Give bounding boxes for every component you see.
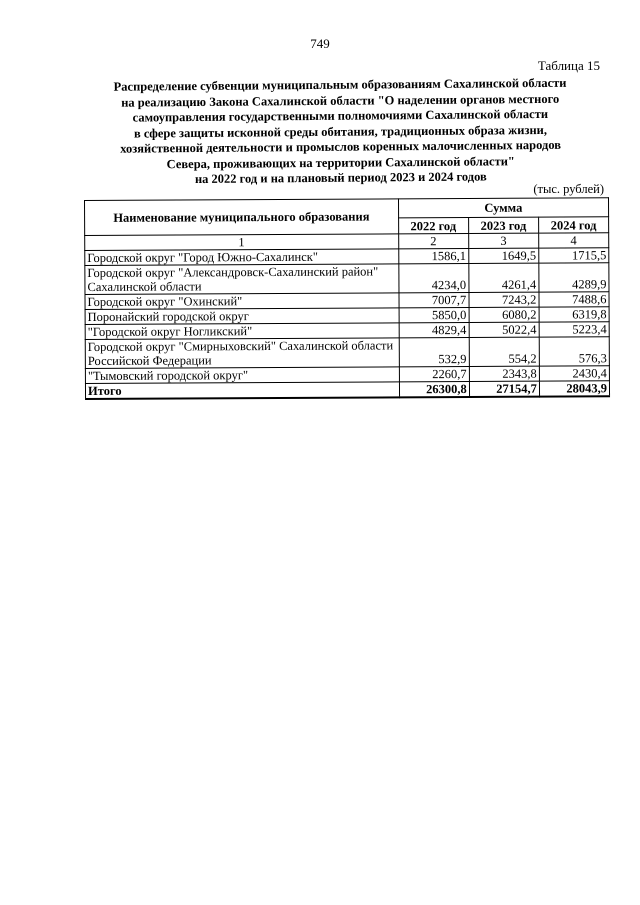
title-line: на реализацию Закона Сахалинской области "О наделении органов местного: [121, 91, 560, 110]
title-line: Распределение субвенции муниципальным образованиям Сахалинской области: [113, 75, 567, 94]
row-value-2023: 2343,8: [469, 366, 539, 381]
row-value-2024: 5223,4: [539, 322, 609, 337]
row-value-2023: 554,2: [469, 337, 539, 366]
page-number: 749: [310, 36, 330, 51]
document-title: [80, 75, 601, 188]
total-value-2022: 26300,8: [399, 381, 469, 397]
table-row: [85, 263, 609, 295]
row-value-2023: 6080,2: [469, 307, 539, 322]
row-value-2022: 4829,4: [399, 322, 469, 337]
row-name: Городской округ "Смирныховский" Сахалинской области Российской Федерации: [85, 338, 399, 369]
row-value-2024: 7488,6: [539, 292, 609, 307]
header-year-2023: 2023 год: [468, 217, 538, 233]
row-value-2024: 6319,8: [539, 307, 609, 322]
row-value-2023: 1649,5: [468, 248, 538, 263]
index-cell: 3: [468, 233, 538, 248]
header-sum: Сумма: [398, 198, 609, 218]
row-value-2024: 4289,9: [539, 263, 609, 292]
row-value-2024: 2430,4: [539, 366, 609, 381]
header-year-2022: 2022 год: [398, 217, 468, 233]
total-value-2024: 28043,9: [539, 381, 609, 397]
table-row: [85, 337, 609, 369]
row-value-2022: 532,9: [399, 337, 469, 366]
total-row: [85, 381, 609, 399]
row-value-2022: 2260,7: [399, 366, 469, 381]
table-label: Таблица 15: [537, 58, 600, 73]
row-value-2022: 4234,0: [398, 263, 468, 292]
row-value-2023: 7243,2: [469, 292, 539, 307]
row-name: Поронайский городской округ: [85, 308, 399, 325]
header-year-2024: 2024 год: [538, 217, 608, 233]
row-name: Городской округ "Охинский": [85, 293, 399, 310]
index-cell: 2: [398, 233, 468, 248]
index-cell: 4: [539, 233, 609, 248]
row-name: Городской округ "Александровск-Сахалинский район" Сахалинской области: [85, 264, 399, 295]
total-value-2023: 27154,7: [469, 381, 539, 397]
title-line: хозяйственной деятельности и промыслов коренных малочисленных народов: [120, 137, 562, 156]
row-value-2023: 4261,4: [469, 263, 539, 292]
title-line: на 2022 год и на плановый период 2023 и 2024 годов: [194, 169, 487, 187]
row-value-2024: 1715,5: [539, 248, 609, 263]
row-name: "Городской округ Ногликский": [85, 323, 399, 340]
row-name: Городской округ "Город Южно-Сахалинск": [85, 249, 399, 266]
row-name: "Тымовский городской округ": [85, 367, 399, 384]
title-line: самоуправления государственными полномочиями Сахалинской области: [132, 106, 549, 125]
index-cell: 1: [85, 234, 399, 251]
title-line: Севера, проживающих на территории Сахалинской области": [166, 153, 515, 171]
row-value-2022: 1586,1: [398, 248, 468, 263]
header-name: Наименование муниципального образования: [85, 199, 399, 236]
row-value-2022: 5850,0: [399, 307, 469, 322]
row-value-2024: 576,3: [539, 337, 609, 366]
total-name: Итого: [85, 382, 399, 399]
row-value-2022: 7007,7: [399, 292, 469, 307]
row-value-2023: 5022,4: [469, 322, 539, 337]
title-line: в сфере защиты исконной среды обитания, традиционных образа жизни,: [133, 122, 548, 141]
units-label: (тыс. рублей): [533, 182, 604, 196]
subsidy-table: [84, 197, 610, 400]
